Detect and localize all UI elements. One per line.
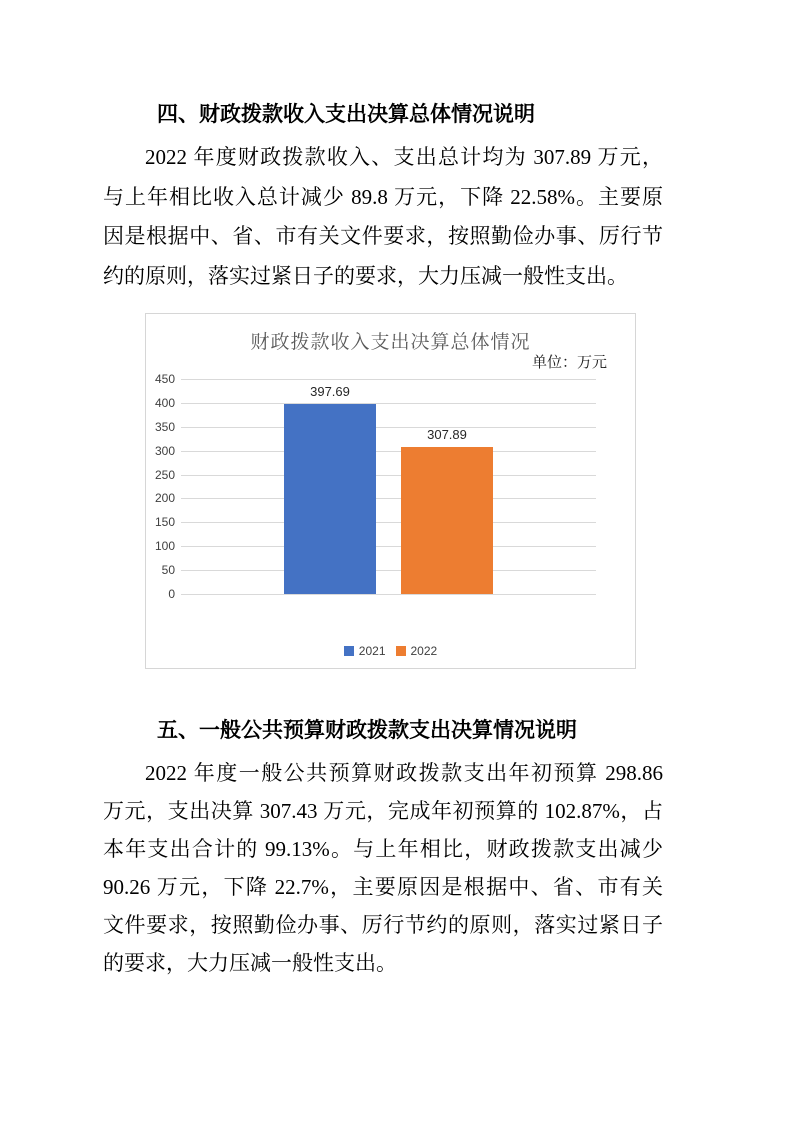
y-axis-tick-label: 350 xyxy=(154,419,175,434)
paragraph-line: 约的原则，落实过紧日子的要求，大力压减一般性支出。 xyxy=(103,263,628,288)
gridline xyxy=(181,475,596,476)
gridline xyxy=(181,498,596,499)
legend-swatch-icon xyxy=(396,646,406,656)
bar-2022 xyxy=(401,447,493,594)
section-4-paragraph xyxy=(103,138,663,296)
section-5-paragraph xyxy=(103,754,663,982)
y-axis-tick-label: 150 xyxy=(154,515,175,530)
legend-label: 2021 xyxy=(358,644,386,658)
gridline xyxy=(181,570,596,571)
y-axis-tick-label: 200 xyxy=(154,491,175,506)
gridline xyxy=(181,451,596,452)
bar-value-label: 307.89 xyxy=(427,426,467,442)
paragraph-line: 2022 年度一般公共预算财政拨款支出年初预算 298.86 xyxy=(145,761,663,785)
paragraph-line: 与上年相比收入总计减少 89.8 万元，下降 22.58%。主要原 xyxy=(103,184,663,209)
paragraph-line: 文件要求，按照勤俭办事、厉行节约的原则，落实过紧日子 xyxy=(103,913,663,937)
y-axis-tick-label: 50 xyxy=(161,563,175,578)
y-axis-tick-label: 300 xyxy=(154,443,175,458)
paragraph-line: 万元，支出决算 307.43 万元，完成年初预算的 102.87%，占 xyxy=(103,799,663,823)
paragraph-line: 90.26 万元，下降 22.7%，主要原因是根据中、省、市有关 xyxy=(103,875,663,899)
chart-plot-area xyxy=(154,372,596,601)
bar-2021 xyxy=(284,404,376,594)
y-axis-tick-label: 250 xyxy=(154,467,175,482)
gridline xyxy=(181,594,596,595)
y-axis-tick-label: 0 xyxy=(168,587,175,601)
legend-item-2021 xyxy=(344,644,386,658)
y-axis-tick-label: 450 xyxy=(154,372,175,386)
gridline xyxy=(181,379,596,380)
gridline xyxy=(181,403,596,404)
paragraph-line: 本年支出合计的 99.13%。与上年相比，财政拨款支出减少 xyxy=(103,837,663,861)
paragraph-line: 因是根据中、省、市有关文件要求，按照勤俭办事、厉行节 xyxy=(103,224,663,248)
bar-value-label: 397.69 xyxy=(310,383,350,399)
chart-unit-label: 单位：万元 xyxy=(531,355,607,371)
gridline xyxy=(181,427,596,428)
bar-chart xyxy=(145,313,636,669)
y-axis-tick-label: 400 xyxy=(154,395,175,410)
paragraph-line: 的要求，大力压减一般性支出。 xyxy=(103,951,397,975)
section-5-heading: 五、一般公共预算财政拨款支出决算情况说明 xyxy=(157,719,577,742)
gridline xyxy=(181,546,596,547)
gridline xyxy=(181,522,596,523)
legend-label: 2022 xyxy=(410,644,438,658)
chart-legend xyxy=(146,644,635,658)
chart-title: 财政拨款收入支出决算总体情况 xyxy=(250,332,531,353)
y-axis-tick-label: 100 xyxy=(154,539,175,554)
legend-item-2022 xyxy=(396,644,438,658)
paragraph-line: 2022 年度财政拨款收入、支出总计均为 307.89 万元， xyxy=(145,145,663,169)
legend-swatch-icon xyxy=(344,646,354,656)
section-4-heading: 四、财政拨款收入支出决算总体情况说明 xyxy=(157,103,535,126)
